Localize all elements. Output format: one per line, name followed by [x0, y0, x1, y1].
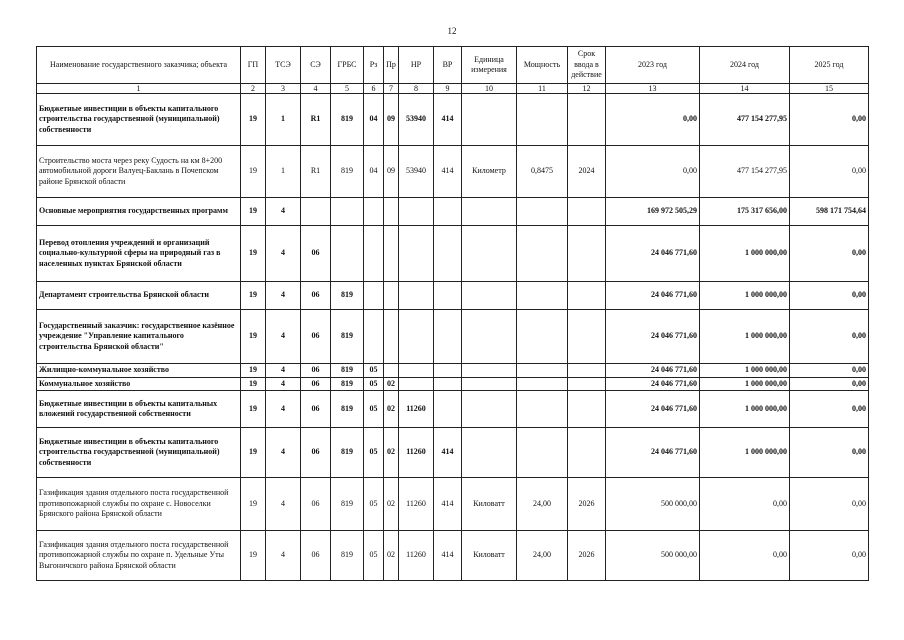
row-value-cell — [301, 198, 331, 226]
row-value-cell: 19 — [241, 226, 266, 282]
row-value-cell: 819 — [331, 282, 364, 310]
row-value-cell: 02 — [384, 531, 399, 581]
row-value-cell: 19 — [241, 364, 266, 378]
header-cell: Срок ввода в действие — [568, 47, 606, 84]
row-value-cell: 0,00 — [790, 478, 869, 531]
row-value-cell — [517, 378, 568, 391]
row-value-cell — [517, 310, 568, 364]
row-value-cell: 4 — [266, 364, 301, 378]
row-value-cell: 0,00 — [790, 531, 869, 581]
row-value-cell — [434, 282, 462, 310]
column-number: 8 — [399, 84, 434, 94]
row-value-cell: 11260 — [399, 428, 434, 478]
row-value-cell: 4 — [266, 428, 301, 478]
row-value-cell: 19 — [241, 378, 266, 391]
row-value-cell: 819 — [331, 364, 364, 378]
row-value-cell: R1 — [301, 146, 331, 198]
row-value-cell: 819 — [331, 391, 364, 428]
row-value-cell: 1 000 000,00 — [700, 310, 790, 364]
row-value-cell: Километр — [462, 146, 517, 198]
row-value-cell — [399, 364, 434, 378]
row-value-cell: 24,00 — [517, 531, 568, 581]
row-value-cell: 2024 — [568, 146, 606, 198]
table-row — [37, 391, 869, 428]
row-value-cell — [434, 226, 462, 282]
row-value-cell — [434, 391, 462, 428]
row-value-cell: 819 — [331, 378, 364, 391]
row-value-cell — [384, 198, 399, 226]
row-value-cell: 0,00 — [790, 226, 869, 282]
column-number: 14 — [700, 84, 790, 94]
row-value-cell: 4 — [266, 198, 301, 226]
row-value-cell: 05 — [364, 478, 384, 531]
row-value-cell — [517, 198, 568, 226]
row-value-cell: 06 — [301, 378, 331, 391]
row-value-cell: 09 — [384, 94, 399, 146]
row-value-cell: 06 — [301, 310, 331, 364]
row-value-cell: 4 — [266, 282, 301, 310]
row-value-cell: 09 — [384, 146, 399, 198]
row-value-cell — [399, 226, 434, 282]
row-value-cell: 02 — [384, 378, 399, 391]
row-value-cell: 53940 — [399, 146, 434, 198]
row-value-cell: 05 — [364, 428, 384, 478]
row-value-cell: 598 171 754,64 — [790, 198, 869, 226]
row-value-cell — [568, 198, 606, 226]
row-value-cell: 1 000 000,00 — [700, 428, 790, 478]
row-value-cell: 19 — [241, 428, 266, 478]
row-value-cell — [568, 391, 606, 428]
column-number: 10 — [462, 84, 517, 94]
row-value-cell — [568, 282, 606, 310]
row-value-cell: 1 000 000,00 — [700, 391, 790, 428]
row-value-cell — [434, 378, 462, 391]
row-value-cell: 1 — [266, 146, 301, 198]
row-value-cell: 24 046 771,60 — [606, 391, 700, 428]
row-value-cell: 819 — [331, 94, 364, 146]
row-value-cell: 24 046 771,60 — [606, 428, 700, 478]
column-number: 1 — [37, 84, 241, 94]
row-value-cell — [517, 391, 568, 428]
row-value-cell — [399, 198, 434, 226]
row-value-cell: 4 — [266, 378, 301, 391]
row-value-cell — [399, 310, 434, 364]
row-name-cell: Газификация здания отдельного поста государственной противопожарной службы по охране п. Удельные Уты Выгоничского района Брянской области — [37, 531, 241, 581]
row-value-cell: 414 — [434, 428, 462, 478]
column-number: 4 — [301, 84, 331, 94]
row-value-cell: 1 000 000,00 — [700, 226, 790, 282]
row-value-cell: 04 — [364, 146, 384, 198]
row-value-cell: 0,00 — [790, 310, 869, 364]
row-value-cell: 24 046 771,60 — [606, 282, 700, 310]
row-value-cell — [384, 364, 399, 378]
row-value-cell: 414 — [434, 531, 462, 581]
header-cell: 2024 год — [700, 47, 790, 84]
row-value-cell: 24 046 771,60 — [606, 310, 700, 364]
column-number: 2 — [241, 84, 266, 94]
table-row — [37, 198, 869, 226]
row-value-cell: 0,00 — [606, 94, 700, 146]
row-value-cell: 175 317 656,00 — [700, 198, 790, 226]
row-value-cell: 02 — [384, 478, 399, 531]
row-value-cell — [364, 282, 384, 310]
row-value-cell: 05 — [364, 531, 384, 581]
row-value-cell — [568, 226, 606, 282]
header-cell: ВР — [434, 47, 462, 84]
column-number: 5 — [331, 84, 364, 94]
row-name-cell: Перевод отопления учреждений и организаций социально-культурной сферы на природный газ в населенных пунктах Брянской области — [37, 226, 241, 282]
header-row — [37, 47, 869, 84]
row-value-cell — [399, 282, 434, 310]
row-value-cell: 819 — [331, 310, 364, 364]
row-value-cell: 19 — [241, 391, 266, 428]
row-value-cell: 819 — [331, 428, 364, 478]
row-value-cell: 06 — [301, 478, 331, 531]
header-cell: ГРБС — [331, 47, 364, 84]
column-number: 13 — [606, 84, 700, 94]
row-value-cell: 24 046 771,60 — [606, 378, 700, 391]
row-value-cell: 4 — [266, 478, 301, 531]
row-name-cell: Жилищно-коммунальное хозяйство — [37, 364, 241, 378]
header-cell: СЭ — [301, 47, 331, 84]
header-cell: Пр — [384, 47, 399, 84]
row-value-cell: 2026 — [568, 478, 606, 531]
header-cell: ТСЭ — [266, 47, 301, 84]
row-name-cell: Бюджетные инвестиции в объекты капитальных вложений государственной собственности — [37, 391, 241, 428]
row-value-cell: 1 000 000,00 — [700, 282, 790, 310]
row-value-cell: 11260 — [399, 478, 434, 531]
row-value-cell: 05 — [364, 364, 384, 378]
table-row — [37, 378, 869, 391]
row-value-cell: 0,8475 — [517, 146, 568, 198]
row-name-cell: Бюджетные инвестиции в объекты капитального строительства государственной (муниципальной) собственности — [37, 94, 241, 146]
row-value-cell — [331, 198, 364, 226]
row-name-cell: Коммунальное хозяйство — [37, 378, 241, 391]
row-value-cell — [331, 226, 364, 282]
row-name-cell: Государственный заказчик: государственное казённое учреждение "Управление капитального строительства Брянской области" — [37, 310, 241, 364]
table-row — [37, 146, 869, 198]
row-value-cell: 53940 — [399, 94, 434, 146]
row-value-cell — [384, 310, 399, 364]
row-value-cell — [462, 282, 517, 310]
table-row — [37, 428, 869, 478]
header-cell: 2023 год — [606, 47, 700, 84]
row-value-cell: 19 — [241, 146, 266, 198]
row-name-cell: Бюджетные инвестиции в объекты капитального строительства государственной (муниципальной) собственности — [37, 428, 241, 478]
row-value-cell: 06 — [301, 364, 331, 378]
row-value-cell — [462, 198, 517, 226]
row-value-cell: R1 — [301, 94, 331, 146]
table-row — [37, 478, 869, 531]
row-value-cell — [462, 226, 517, 282]
row-value-cell: 24 046 771,60 — [606, 226, 700, 282]
row-value-cell: 19 — [241, 94, 266, 146]
row-value-cell — [568, 364, 606, 378]
row-value-cell — [568, 378, 606, 391]
row-value-cell — [384, 282, 399, 310]
row-value-cell: 19 — [241, 310, 266, 364]
row-value-cell — [517, 226, 568, 282]
row-value-cell — [568, 428, 606, 478]
row-value-cell — [568, 310, 606, 364]
row-value-cell: 2026 — [568, 531, 606, 581]
row-name-cell: Основные мероприятия государственных программ — [37, 198, 241, 226]
table-row — [37, 364, 869, 378]
row-value-cell — [434, 364, 462, 378]
row-value-cell: 0,00 — [790, 146, 869, 198]
column-number: 6 — [364, 84, 384, 94]
header-cell: Рз — [364, 47, 384, 84]
row-value-cell: 414 — [434, 146, 462, 198]
row-value-cell: 24,00 — [517, 478, 568, 531]
row-value-cell — [462, 428, 517, 478]
row-value-cell — [364, 198, 384, 226]
column-number: 15 — [790, 84, 869, 94]
row-value-cell: 4 — [266, 226, 301, 282]
row-name-cell: Строительство моста через реку Судость на км 8+200 автомобильной дороги Валуец-Баклань в Почепском районе Брянской области — [37, 146, 241, 198]
row-value-cell: 06 — [301, 282, 331, 310]
row-value-cell — [364, 226, 384, 282]
row-value-cell: 04 — [364, 94, 384, 146]
row-value-cell: 19 — [241, 531, 266, 581]
header-cell: Наименование государственного заказчика; объекта — [37, 47, 241, 84]
row-value-cell — [364, 310, 384, 364]
row-value-cell: 169 972 505,29 — [606, 198, 700, 226]
row-value-cell: 0,00 — [790, 428, 869, 478]
row-name-cell: Департамент строительства Брянской области — [37, 282, 241, 310]
row-value-cell: 19 — [241, 282, 266, 310]
row-value-cell: 0,00 — [606, 146, 700, 198]
row-value-cell: 19 — [241, 478, 266, 531]
row-value-cell: 0,00 — [700, 478, 790, 531]
row-value-cell — [517, 94, 568, 146]
row-value-cell: Киловатт — [462, 478, 517, 531]
column-number: 11 — [517, 84, 568, 94]
row-value-cell: 19 — [241, 198, 266, 226]
row-value-cell: 06 — [301, 391, 331, 428]
row-value-cell — [462, 94, 517, 146]
header-cell: 2025 год — [790, 47, 869, 84]
row-value-cell: 06 — [301, 428, 331, 478]
row-value-cell — [462, 310, 517, 364]
table-row — [37, 226, 869, 282]
row-value-cell: 1 — [266, 94, 301, 146]
row-value-cell — [434, 198, 462, 226]
table-row — [37, 310, 869, 364]
row-value-cell: 06 — [301, 531, 331, 581]
table-row — [37, 94, 869, 146]
row-value-cell — [517, 428, 568, 478]
row-value-cell — [462, 391, 517, 428]
row-value-cell: 0,00 — [790, 378, 869, 391]
row-value-cell: 05 — [364, 378, 384, 391]
header-cell: Мощность — [517, 47, 568, 84]
row-value-cell — [568, 94, 606, 146]
column-number: 9 — [434, 84, 462, 94]
row-value-cell: 819 — [331, 146, 364, 198]
row-value-cell: 414 — [434, 478, 462, 531]
header-cell: НР — [399, 47, 434, 84]
row-value-cell: 11260 — [399, 391, 434, 428]
row-value-cell: 0,00 — [790, 364, 869, 378]
row-value-cell: 02 — [384, 428, 399, 478]
row-value-cell: 414 — [434, 94, 462, 146]
row-value-cell: 0,00 — [790, 391, 869, 428]
row-value-cell — [462, 364, 517, 378]
row-value-cell: 4 — [266, 391, 301, 428]
row-value-cell — [462, 378, 517, 391]
row-value-cell: 0,00 — [790, 282, 869, 310]
table-row — [37, 282, 869, 310]
row-value-cell: 1 000 000,00 — [700, 378, 790, 391]
table-body — [37, 84, 869, 581]
row-value-cell: 02 — [384, 391, 399, 428]
row-name-cell: Газификация здания отдельного поста государственной противопожарной службы по охране с. Новоселки Брянского района Брянской области — [37, 478, 241, 531]
row-value-cell: 477 154 277,95 — [700, 94, 790, 146]
column-number: 3 — [266, 84, 301, 94]
row-value-cell: 11260 — [399, 531, 434, 581]
row-value-cell: 500 000,00 — [606, 531, 700, 581]
header-cell: Единица измерения — [462, 47, 517, 84]
column-number-row — [37, 84, 869, 94]
row-value-cell: 819 — [331, 478, 364, 531]
column-number: 12 — [568, 84, 606, 94]
row-value-cell: 24 046 771,60 — [606, 364, 700, 378]
row-value-cell: 477 154 277,95 — [700, 146, 790, 198]
row-value-cell: 05 — [364, 391, 384, 428]
table-row — [37, 531, 869, 581]
row-value-cell: 0,00 — [790, 94, 869, 146]
row-value-cell: 500 000,00 — [606, 478, 700, 531]
row-value-cell: 06 — [301, 226, 331, 282]
row-value-cell: 4 — [266, 531, 301, 581]
row-value-cell: 4 — [266, 310, 301, 364]
row-value-cell: 0,00 — [700, 531, 790, 581]
row-value-cell — [399, 378, 434, 391]
page-number: 12 — [447, 26, 457, 36]
row-value-cell — [434, 310, 462, 364]
row-value-cell — [517, 364, 568, 378]
row-value-cell: 1 000 000,00 — [700, 364, 790, 378]
row-value-cell — [517, 282, 568, 310]
budget-table — [36, 46, 869, 581]
row-value-cell — [384, 226, 399, 282]
column-number: 7 — [384, 84, 399, 94]
row-value-cell: 819 — [331, 531, 364, 581]
header-cell: ГП — [241, 47, 266, 84]
row-value-cell: Киловатт — [462, 531, 517, 581]
